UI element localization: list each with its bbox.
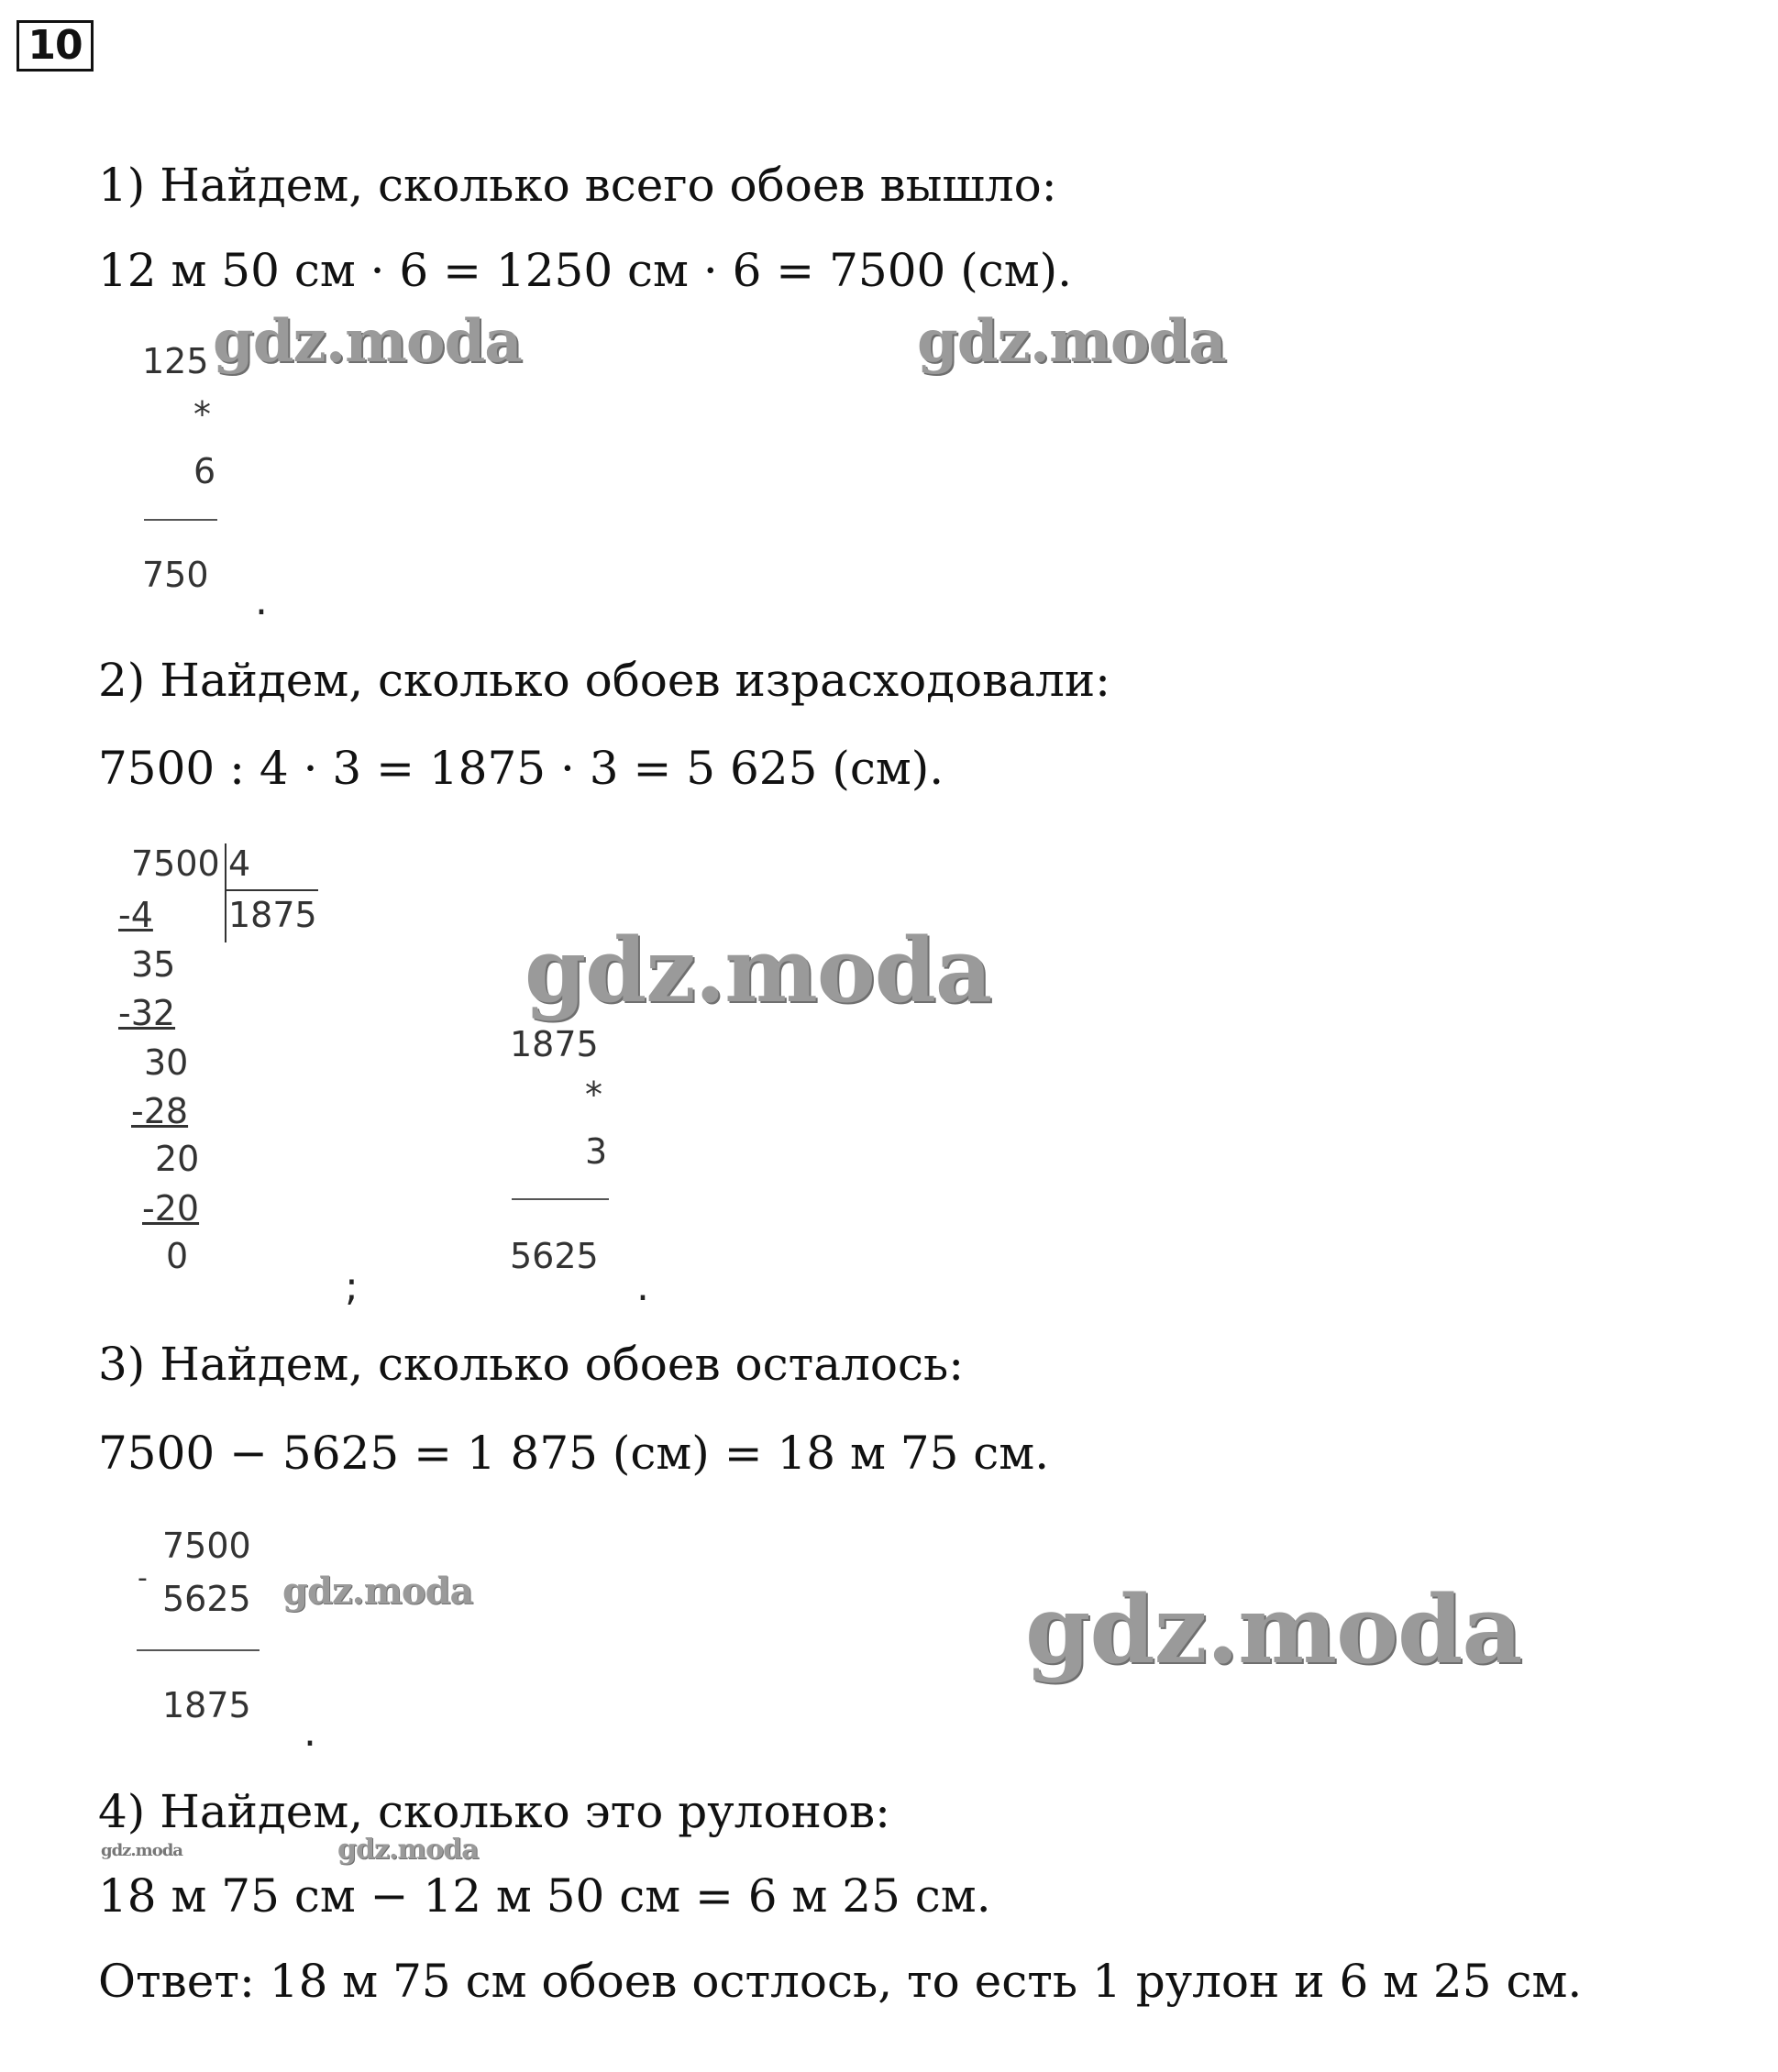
division-quotient: 1875	[228, 895, 317, 935]
calc-3-subtrahend: 5625	[162, 1579, 251, 1619]
watermark: gdz.moda	[337, 1834, 479, 1866]
calc-1-operator: *	[193, 394, 211, 435]
calc-2-operand-b: 3	[585, 1131, 608, 1172]
watermark: gdz.moda	[1025, 1575, 1522, 1685]
step-4-formula: 18 м 75 см − 12 м 50 см = 6 м 25 см.	[98, 1869, 991, 1923]
calc-3-minuend: 7500	[162, 1526, 251, 1566]
calc-3-end-mark: .	[304, 1709, 316, 1756]
calc-1-result: 750	[142, 555, 209, 595]
step-3-formula: 7500 − 5625 = 1 875 (см) = 18 м 75 см.	[98, 1427, 1050, 1480]
calc-2-division-end-mark: ;	[345, 1263, 359, 1310]
division-vertical-line	[225, 843, 226, 942]
division-divisor: 4	[228, 843, 251, 884]
watermark: gdz.moda	[213, 307, 522, 376]
watermark: gdz.moda	[282, 1570, 473, 1613]
calc-2-result-line	[512, 1198, 609, 1200]
step-2-heading: 2) Найдем, сколько обоев израсходовали:	[98, 654, 1111, 707]
calc-2-operator: *	[585, 1075, 602, 1115]
division-step: -4	[118, 895, 153, 935]
division-step: -28	[131, 1091, 189, 1131]
calc-3-result: 1875	[162, 1685, 251, 1725]
division-step: -20	[142, 1188, 200, 1229]
task-number-box: 10	[17, 20, 94, 72]
watermark: gdz.moda	[917, 307, 1226, 376]
calc-2-mult-end-mark: .	[636, 1263, 649, 1310]
calc-2-operand-a: 1875	[510, 1024, 599, 1064]
step-1-heading: 1) Найдем, сколько всего обоев вышло:	[98, 159, 1057, 212]
division-step: 30	[144, 1042, 189, 1083]
step-4-heading: 4) Найдем, сколько это рулонов:	[98, 1785, 890, 1838]
division-horizontal-line	[225, 889, 318, 891]
division-dividend: 7500	[131, 843, 220, 884]
step-1-formula: 12 м 50 см · 6 = 1250 см · 6 = 7500 (см).	[98, 244, 1073, 297]
division-step: 35	[131, 944, 176, 985]
watermark: gdz.moda	[525, 919, 992, 1022]
answer-line: Ответ: 18 м 75 см обоев остлось, то есть 1 рулон и 6 м 25 см.	[98, 1955, 1583, 2008]
calc-1-operand-b: 6	[193, 451, 216, 491]
division-step: 0	[166, 1236, 189, 1276]
calc-1-operand-a: 125	[142, 341, 209, 381]
division-step: 20	[155, 1139, 200, 1179]
calc-2-result: 5625	[510, 1236, 599, 1276]
calc-3-result-line	[137, 1649, 260, 1651]
step-2-formula: 7500 : 4 · 3 = 1875 · 3 = 5 625 (см).	[98, 742, 944, 795]
calc-1-end-mark: .	[255, 578, 268, 624]
watermark: gdz.moda	[101, 1841, 182, 1860]
step-3-heading: 3) Найдем, сколько обоев осталось:	[98, 1338, 965, 1391]
calc-1-result-line	[144, 519, 217, 521]
division-step: -32	[118, 993, 176, 1033]
calc-3-operator: -	[138, 1562, 148, 1594]
